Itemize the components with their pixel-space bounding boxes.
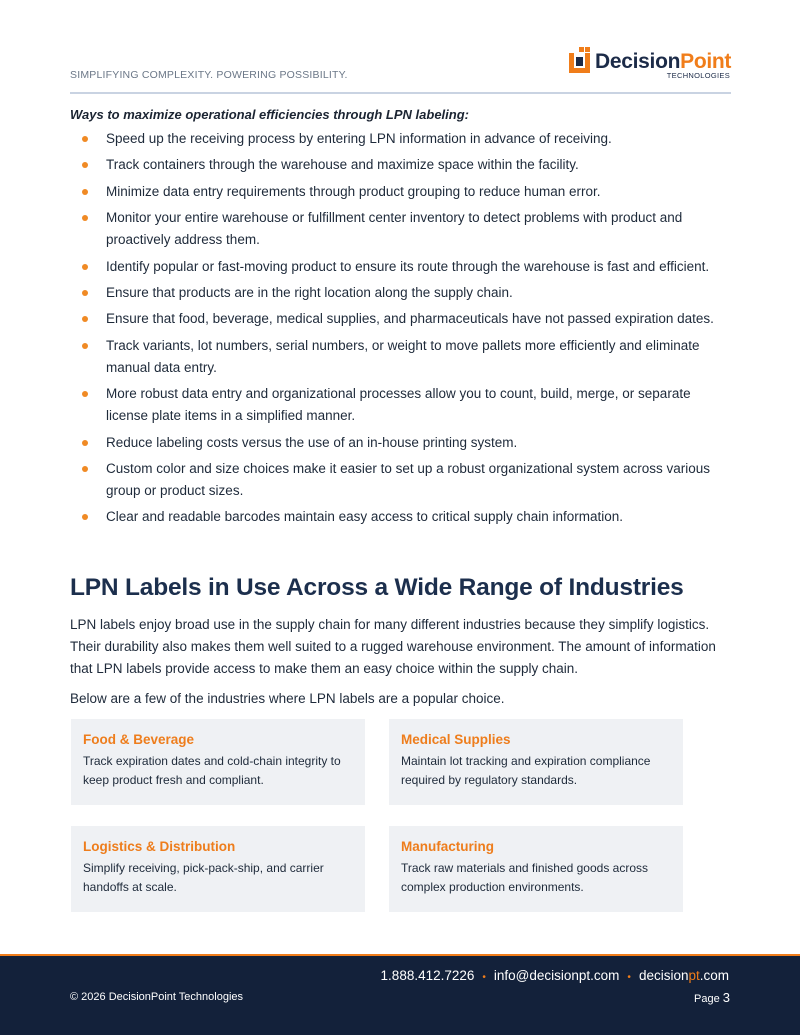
list-item: Monitor your entire warehouse or fulfillment center inventory to detect problems with product and proactively address them. [80,207,730,251]
bullet-dot-icon [82,343,88,349]
card-text: Track expiration dates and cold-chain integrity to keep product fresh and compliant. [83,754,341,787]
list-item: Speed up the receiving process by entering LPN information in advance of receiving. [80,128,730,150]
bullet-dot-icon [82,290,88,296]
logo-wordmark: DecisionPoint [595,50,732,73]
card-title: Medical Supplies [401,732,511,747]
contact-info [381,968,729,983]
bullet-dot-icon [82,162,88,168]
list-item: Ensure that products are in the right location along the supply chain. [80,282,730,304]
section-intro-cards: Below are a few of the industries where LPN labels are a popular choice. [70,691,505,706]
card-text: Track raw materials and finished goods across complex production environments. [401,861,648,894]
card-text: Simplify receiving, pick-pack-ship, and carrier handoffs at scale. [83,861,324,894]
page-number: Page 3 [694,990,730,1005]
phone-number: 1.888.412.7226 [380,968,475,983]
bullet-dot-icon [82,136,88,142]
email-link[interactable]: info@decisionpt.com [493,968,620,983]
list-item: Clear and readable barcodes maintain easy access to critical supply chain information. [80,506,730,528]
bullet-dot-icon [82,514,88,520]
list-item: More robust data entry and organizational processes allow you to count, build, merge, or separate license plate items in a simplified manner. [80,383,730,427]
separator-dot-icon: • [627,972,631,983]
card-title: Food & Beverage [83,732,195,747]
list-item: Identify popular or fast-moving product to ensure its route through the warehouse is fast and efficient. [80,256,730,278]
card-text: Maintain lot tracking and expiration compliance required by regulatory standards. [401,754,651,787]
efficiency-bullet-list [80,128,730,533]
page-header [70,44,731,94]
section-paragraph: LPN labels enjoy broad use in the supply chain for many different industries because they simplify logistics. Their durability also makes them well suited to a rugged warehouse environment. The amount of information that LPN labels provide access to make them an easy choice within the supply chain. [70,617,716,676]
copyright-text: © 2026 DecisionPoint Technologies [70,991,244,1003]
card-title: Manufacturing [401,839,494,854]
bullet-dot-icon [82,440,88,446]
list-item: Track variants, lot numbers, serial numbers, or weight to move pallets more efficiently and eliminate manual data entry. [80,335,730,379]
list-item: Custom color and size choices make it easier to set up a robust organizational system across various group or product sizes. [80,458,730,502]
separator-dot-icon: • [482,972,486,983]
bullet-dot-icon [82,215,88,221]
industry-card-medical-supplies [389,719,683,805]
card-title: Logistics & Distribution [83,839,236,854]
section-heading: LPN Labels in Use Across a Wide Range of Industries [70,574,684,601]
tagline: SIMPLIFYING COMPLEXITY. POWERING POSSIBILITY. [70,69,348,81]
bullet-list-heading: Ways to maximize operational efficiencies through LPN labeling: [70,107,469,122]
list-item: Track containers through the warehouse and maximize space within the facility. [80,154,730,176]
industry-card-food-beverage [71,719,365,805]
website-link[interactable]: decisionpt.com [638,968,729,983]
bullet-dot-icon [82,466,88,472]
company-logo [569,44,731,84]
bullet-dot-icon [82,264,88,270]
list-item: Ensure that food, beverage, medical supplies, and pharmaceuticals have not passed expiration dates. [80,308,730,330]
logo-mark-icon [569,47,593,73]
industry-card-logistics-distribution [71,826,365,912]
industry-card-manufacturing [389,826,683,912]
logo-subtitle: TECHNOLOGIES [666,71,730,80]
bullet-dot-icon [82,189,88,195]
bullet-dot-icon [82,316,88,322]
list-item: Minimize data entry requirements through product grouping to reduce human error. [80,181,730,203]
bullet-dot-icon [82,391,88,397]
page-footer [0,954,800,1035]
list-item: Reduce labeling costs versus the use of an in-house printing system. [80,432,730,454]
